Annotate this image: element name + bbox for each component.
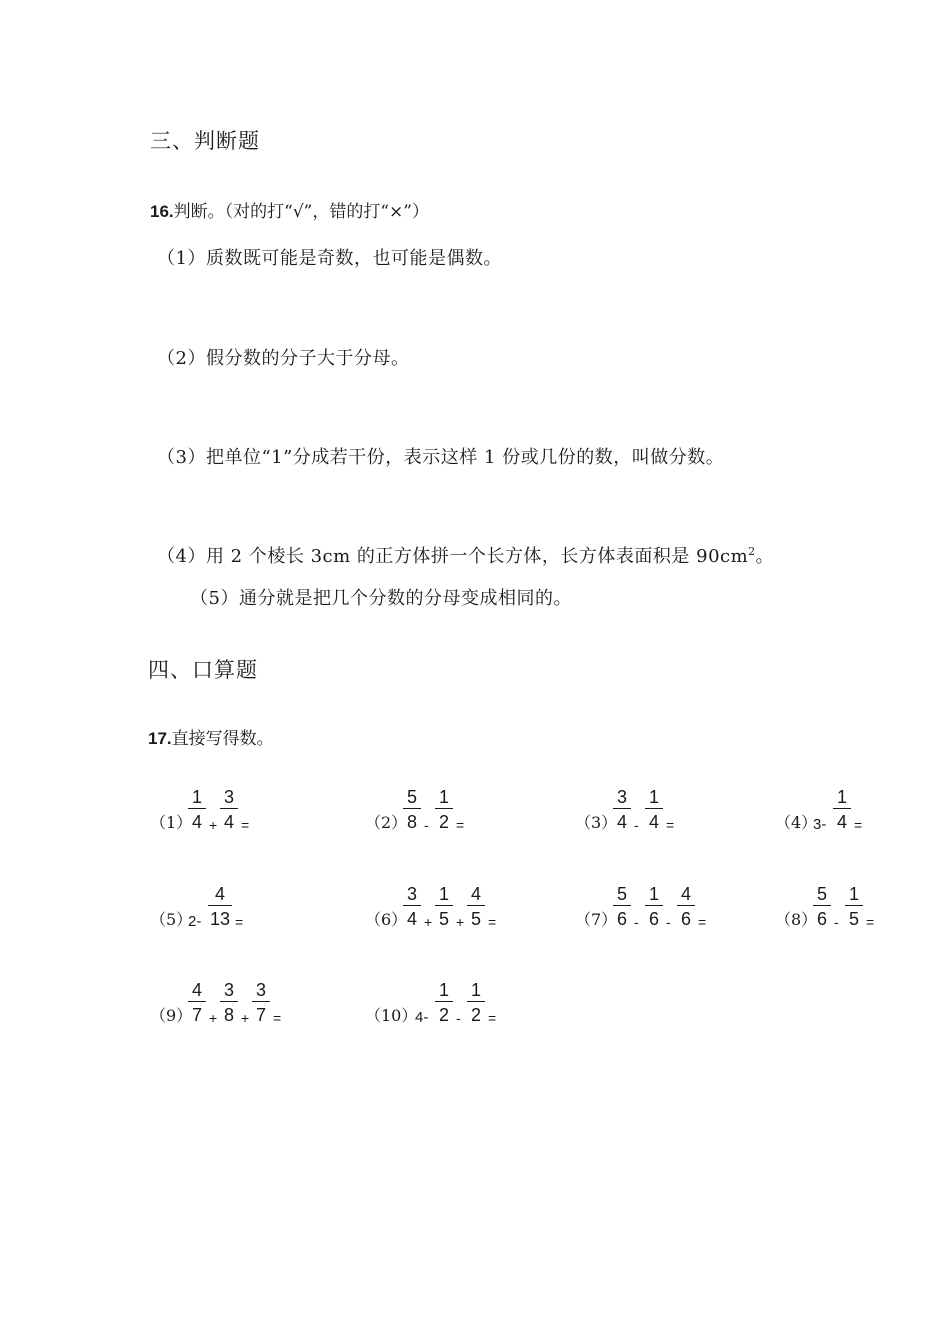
fraction-denominator: 5 [848, 909, 859, 929]
equals-sign: = [488, 1010, 497, 1026]
fraction-numerator: 1 [435, 786, 453, 809]
fraction [435, 786, 453, 833]
fraction-denominator: 4 [836, 812, 847, 832]
calc-item-10 [365, 946, 565, 1026]
fraction [208, 883, 232, 930]
fraction [813, 883, 831, 930]
fraction-numerator: 1 [833, 786, 851, 809]
fraction-denominator: 2 [470, 1005, 481, 1025]
whole-number-term: 2- [188, 913, 202, 930]
operator: + [424, 914, 433, 930]
calc-label: （2） [365, 813, 408, 832]
fraction [252, 979, 270, 1026]
equals-sign: = [666, 817, 675, 833]
calc-item-4 [775, 753, 950, 833]
equals-sign: = [698, 914, 707, 930]
calc-label: （8） [775, 910, 818, 929]
whole-number-term: 3- [813, 816, 827, 833]
question-17-number: 17. [148, 729, 172, 748]
calc-label: （3） [575, 813, 618, 832]
fraction [845, 883, 863, 930]
fraction-denominator: 4 [616, 812, 627, 832]
fraction-denominator: 8 [223, 1005, 234, 1025]
equals-sign: = [866, 914, 875, 930]
fraction-denominator: 6 [816, 909, 827, 929]
fraction-denominator: 5 [438, 909, 449, 929]
fraction-denominator: 4 [191, 812, 202, 832]
fraction-numerator: 1 [645, 786, 663, 809]
operator: - [666, 914, 671, 930]
calc-label: （10） [365, 1006, 418, 1025]
calc-item-8 [775, 850, 950, 930]
equals-sign: = [235, 914, 244, 930]
fraction-denominator: 5 [470, 909, 481, 929]
fraction [467, 979, 485, 1026]
fraction-denominator: 2 [438, 812, 449, 832]
fraction-denominator: 4 [648, 812, 659, 832]
calc-item-9 [150, 946, 350, 1026]
fraction [613, 786, 631, 833]
calc-label: （6） [365, 910, 408, 929]
fraction-denominator: 2 [438, 1005, 449, 1025]
fraction-numerator: 5 [613, 883, 631, 906]
fraction-numerator: 3 [403, 883, 421, 906]
judgment-item-4-text: （4）用 2 个棱长 3cm 的正方体拼一个长方体，长方体表面积是 90cm [157, 546, 749, 567]
operator: + [456, 914, 465, 930]
calc-label: （1） [150, 813, 193, 832]
operator: - [634, 914, 639, 930]
judgment-item-2: （2）假分数的分子大于分母。 [157, 348, 410, 369]
judgment-item-4-end: 。 [755, 546, 775, 567]
judgment-item-1: （1）质数既可能是奇数，也可能是偶数。 [157, 248, 502, 269]
calc-label: （5） [150, 910, 193, 929]
judgment-item-5: （5）通分就是把几个分数的分母变成相同的。 [190, 588, 572, 609]
fraction-numerator: 3 [220, 979, 238, 1002]
equals-sign: = [854, 817, 863, 833]
fraction-numerator: 1 [845, 883, 863, 906]
fraction-numerator: 1 [435, 979, 453, 1002]
fraction-numerator: 1 [188, 786, 206, 809]
operator: - [456, 1010, 461, 1026]
question-16-title [150, 197, 429, 222]
fraction [435, 979, 453, 1026]
section-four-title: 四、口算题 [148, 658, 258, 682]
calc-item-6 [365, 850, 565, 930]
square-superscript: 2 [748, 545, 756, 558]
fraction-numerator: 3 [220, 786, 238, 809]
fraction [645, 786, 663, 833]
fraction-numerator: 4 [467, 883, 485, 906]
fraction-numerator: 3 [252, 979, 270, 1002]
fraction [188, 979, 206, 1026]
operator: - [424, 817, 429, 833]
operator: + [241, 1010, 250, 1026]
fraction [403, 786, 421, 833]
section-three-title: 三、判断题 [150, 129, 260, 153]
question-16-number: 16. [150, 202, 174, 221]
equals-sign: = [488, 914, 497, 930]
fraction-denominator: 13 [209, 909, 231, 929]
fraction-numerator: 4 [188, 979, 206, 1002]
fraction-numerator: 5 [403, 786, 421, 809]
fraction-denominator: 4 [406, 909, 417, 929]
equals-sign: = [456, 817, 465, 833]
fraction-numerator: 1 [467, 979, 485, 1002]
equals-sign: = [241, 817, 250, 833]
fraction [833, 786, 851, 833]
question-16-prompt: 判断。（对的打“√”，错的打“×”） [173, 202, 429, 222]
fraction-denominator: 6 [648, 909, 659, 929]
fraction [220, 979, 238, 1026]
whole-number-term: 4- [415, 1009, 429, 1026]
fraction-numerator: 1 [435, 883, 453, 906]
question-17-title [148, 724, 274, 749]
calc-label: （9） [150, 1006, 193, 1025]
fraction-numerator: 5 [813, 883, 831, 906]
fraction-numerator: 1 [645, 883, 663, 906]
calc-label: （4） [775, 813, 818, 832]
calc-item-1 [150, 753, 350, 833]
judgment-item-3: （3）把单位“1”分成若干份，表示这样 1 份或几份的数，叫做分数。 [157, 447, 725, 468]
fraction-numerator: 4 [677, 883, 695, 906]
judgment-item-4 [157, 542, 774, 568]
fraction [220, 786, 238, 833]
fraction-numerator: 4 [208, 883, 232, 906]
fraction-numerator: 3 [613, 786, 631, 809]
fraction-denominator: 6 [680, 909, 691, 929]
calc-label: （7） [575, 910, 618, 929]
question-17-prompt: 直接写得数。 [171, 729, 274, 749]
fraction [435, 883, 453, 930]
operator: - [834, 914, 839, 930]
fraction [403, 883, 421, 930]
calc-item-3 [575, 753, 775, 833]
operator: - [634, 817, 639, 833]
calc-item-5 [150, 850, 350, 930]
fraction [677, 883, 695, 930]
operator: + [209, 817, 218, 833]
calc-item-2 [365, 753, 565, 833]
fraction-denominator: 7 [191, 1005, 202, 1025]
fraction-denominator: 6 [616, 909, 627, 929]
calc-item-7 [575, 850, 775, 930]
fraction [467, 883, 485, 930]
fraction-denominator: 8 [406, 812, 417, 832]
fraction [613, 883, 631, 930]
fraction [188, 786, 206, 833]
equals-sign: = [273, 1010, 282, 1026]
fraction-denominator: 7 [255, 1005, 266, 1025]
operator: + [209, 1010, 218, 1026]
fraction-denominator: 4 [223, 812, 234, 832]
fraction [645, 883, 663, 930]
